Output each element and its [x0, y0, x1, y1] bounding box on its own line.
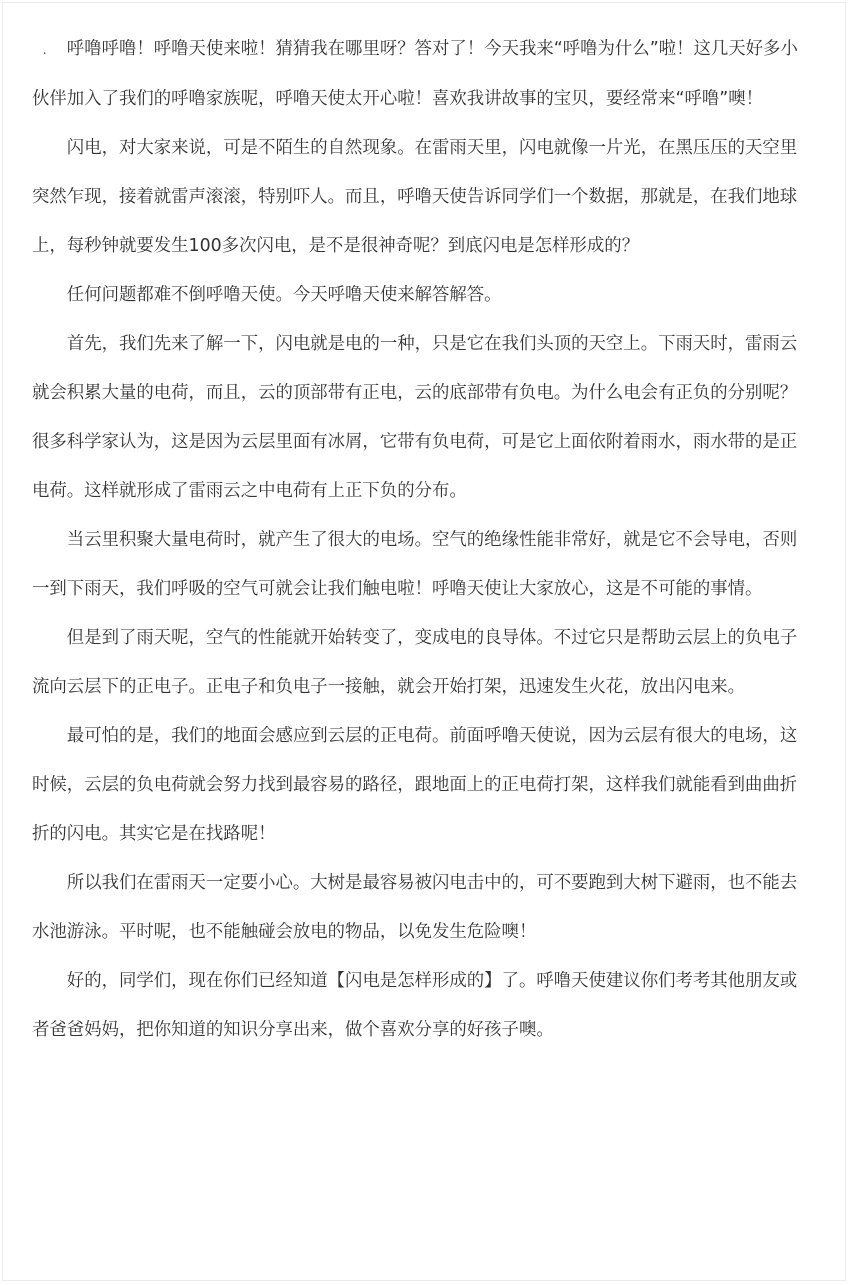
paragraph-cloud-charges: 首先，我们先来了解一下，闪电就是电的一种，只是它在我们头顶的天空上。下雨天时，雷雨云就会积累大量的电荷，而且，云的顶部带有正电，云的底部带有负电。为什么电会有正负的分别呢？很多科学家认为，这是因为云层里面有冰屑，它带有负电荷，可是它上面依附着雨水，雨水带的是正电荷。这样就形成了雷雨云之中电荷有上正下负的分布。 — [32, 334, 798, 501]
document-page — [2, 2, 846, 1281]
leading-dot: . — [42, 43, 47, 57]
paragraph-intro — [32, 25, 808, 124]
paragraph-lightning-phenomenon: 闪电，对大家来说，可是不陌生的自然现象。在雷雨天里，闪电就像一片光，在黑压压的天空里突然乍现，接着就雷声滚滚，特别吓人。而且，呼噜天使告诉同学们一个数据，那就是，在我们地球上，每秒钟就要发生100多次闪电，是不是很神奇呢？到底闪电是怎样形成的？ — [32, 138, 798, 256]
paragraph-closing: 好的，同学们，现在你们已经知道【闪电是怎样形成的】了。呼噜天使建议你们考考其他朋友或者爸爸妈妈，把你知道的知识分享出来，做个喜欢分享的好孩子噢。 — [32, 971, 798, 1040]
paragraph-intro-text: 呼噜呼噜！呼噜天使来啦！猜猜我在哪里呀？答对了！今天我来“呼噜为什么”啦！这几天好多小伙伴加入了我们的呼噜家族呢，呼噜天使太开心啦！喜欢我讲故事的宝贝，要经常来“呼噜”噢！ — [32, 39, 798, 109]
paragraph-safety: 所以我们在雷雨天一定要小心。大树是最容易被闪电击中的，可不要跑到大树下避雨，也不能去水池游泳。平时呢，也不能触碰会放电的物品，以免发生危险噢！ — [32, 873, 798, 942]
paragraph-ground-charge: 最可怕的是，我们的地面会感应到云层的正电荷。前面呼噜天使说，因为云层有很大的电场，这时候，云层的负电荷就会努力找到最容易的路径，跟地面上的正电荷打架，这样我们就能看到曲曲折折的闪电。其实它是在找路呢！ — [32, 726, 798, 844]
paragraph-answer-intro: 任何问题都难不倒呼噜天使。今天呼噜天使来解答解答。 — [66, 285, 502, 305]
article-body — [32, 25, 808, 1055]
paragraph-rainy-air: 但是到了雨天呢，空气的性能就开始转变了，变成电的良导体。不过它只是帮助云层上的负电子流向云层下的正电子。正电子和负电子一接触，就会开始打架，迅速发生火花，放出闪电来。 — [32, 628, 798, 697]
paragraph-electric-field: 当云里积聚大量电荷时，就产生了很大的电场。空气的绝缘性能非常好，就是它不会导电，否则一到下雨天，我们呼吸的空气可就会让我们触电啦！呼噜天使让大家放心，这是不可能的事情。 — [32, 530, 798, 599]
